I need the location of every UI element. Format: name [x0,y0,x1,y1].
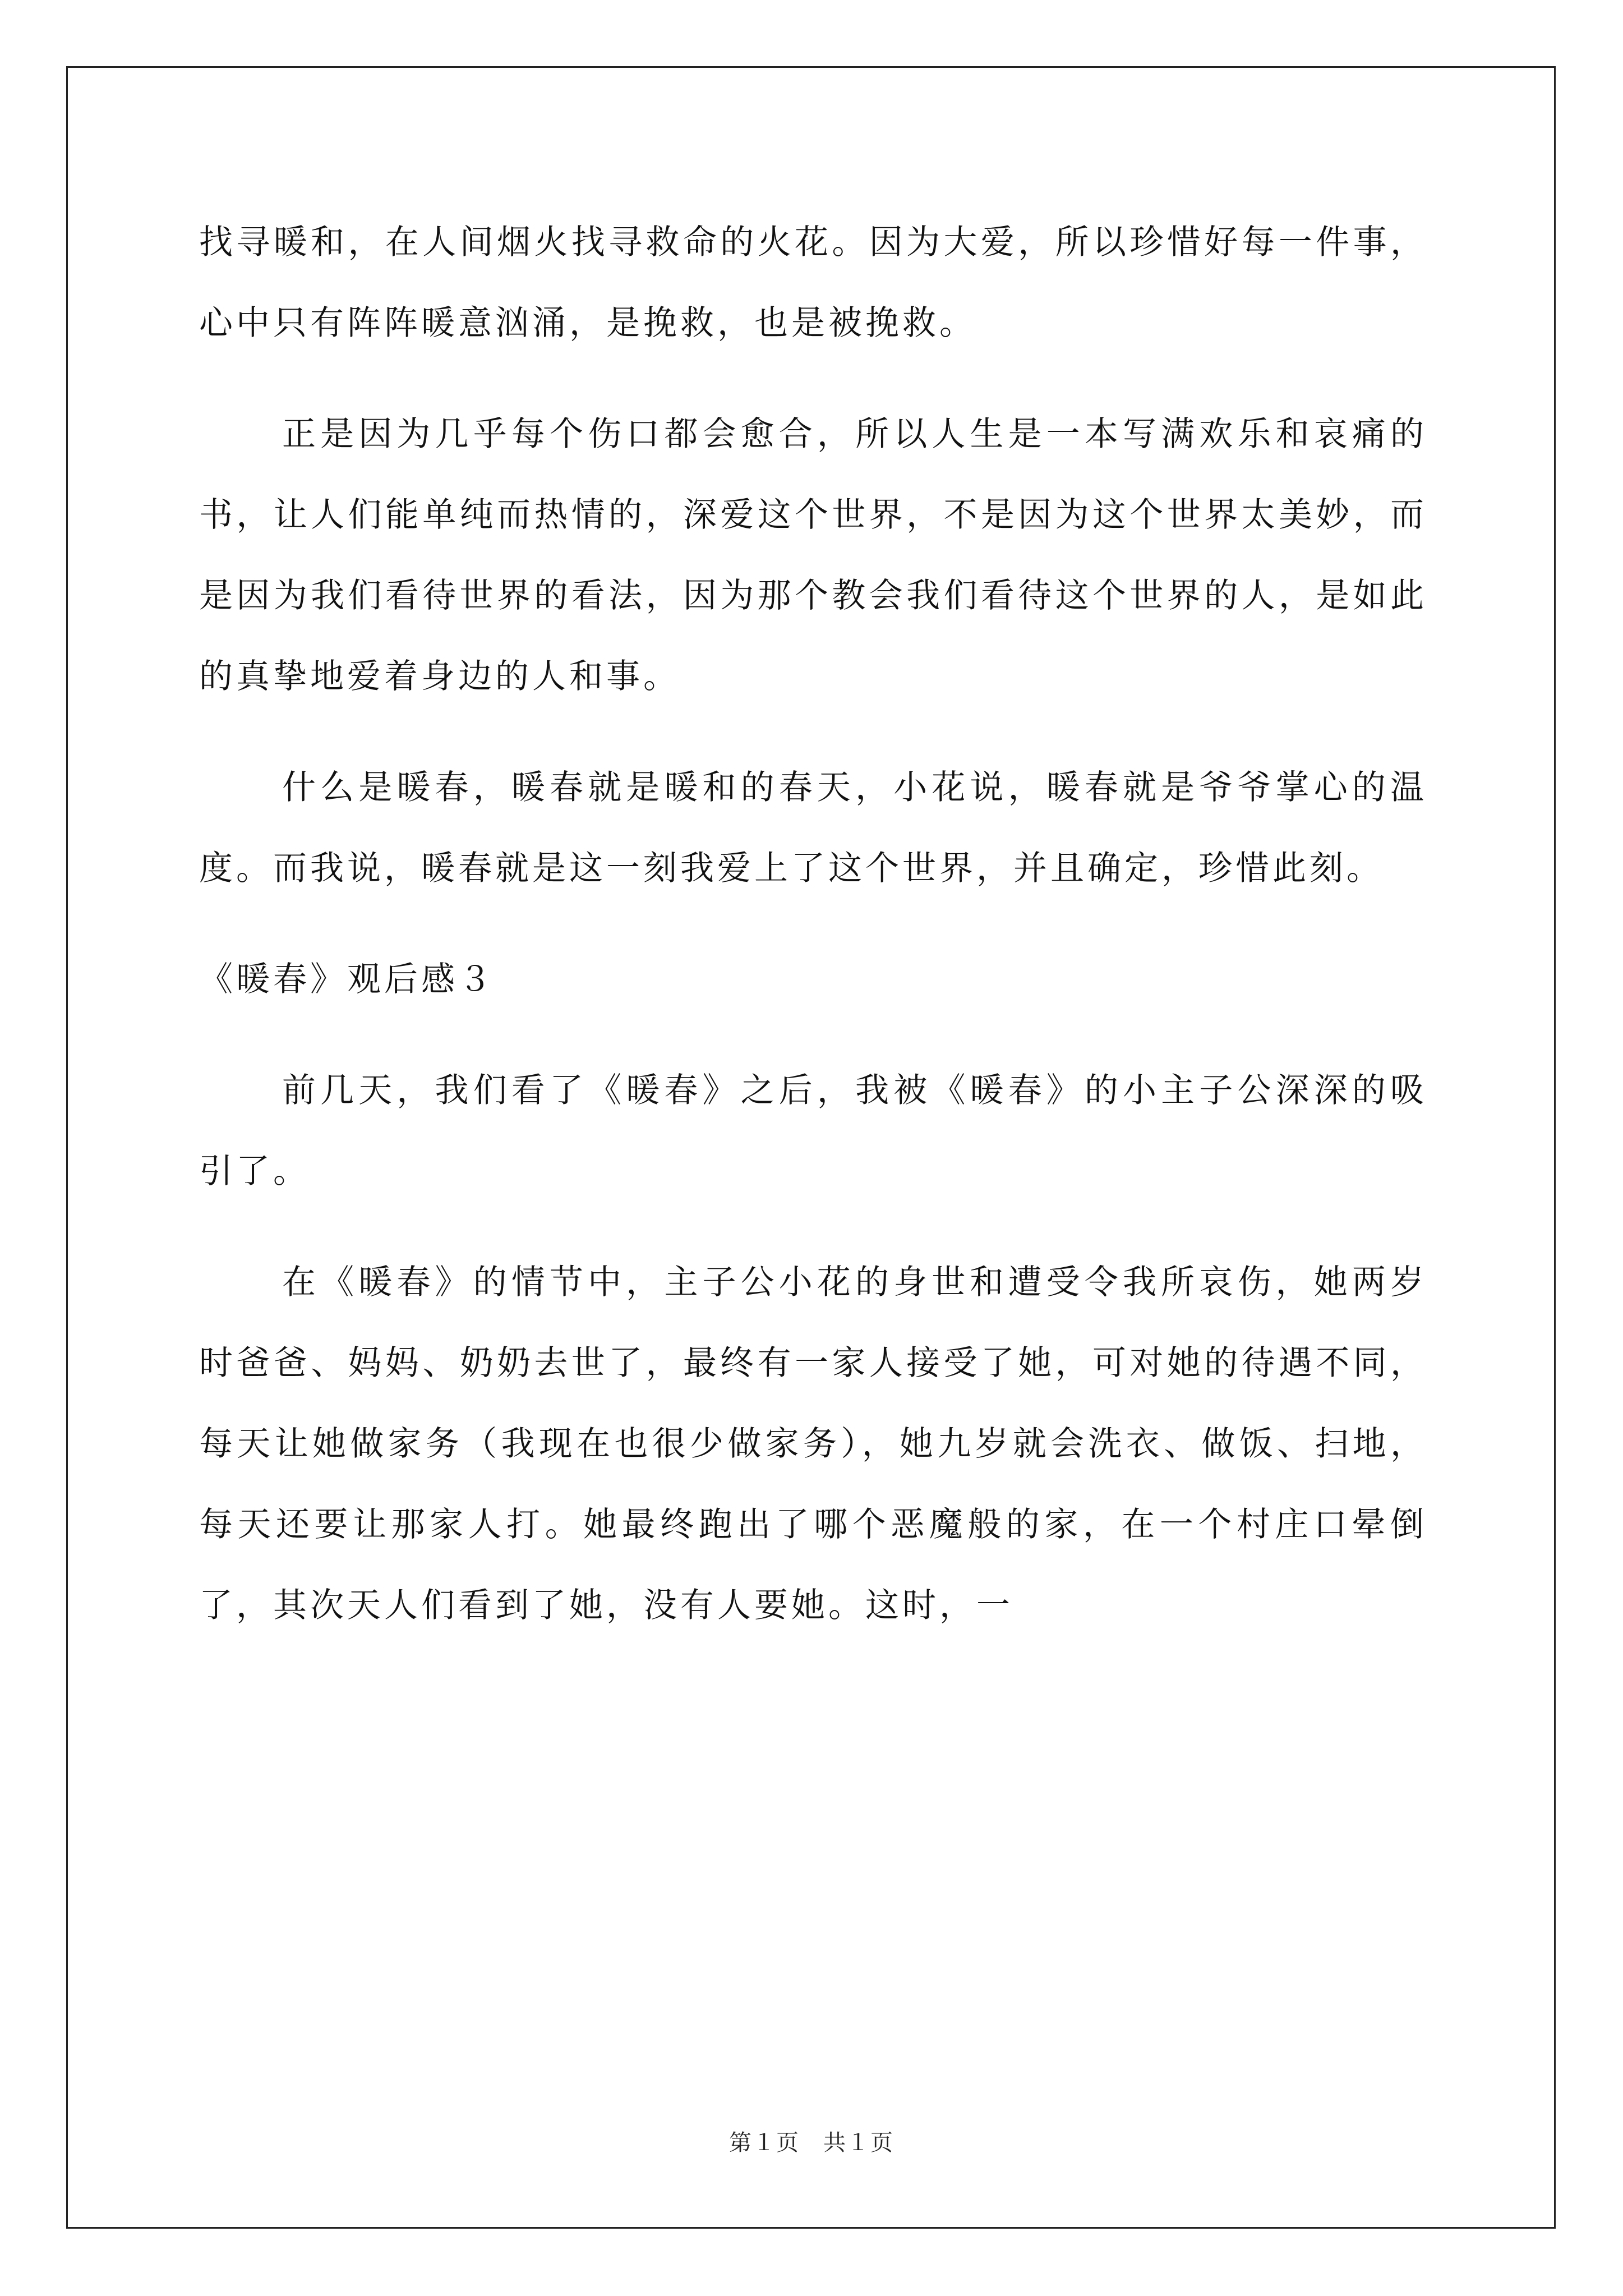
paragraph-1: 找寻暖和，在人间烟火找寻救命的火花。因为大爱，所以珍惜好每一件事，心中只有阵阵暖意汹涌，是挽救，也是被挽救。 [199,223,1427,343]
paragraph-3: 什么是暖春，暖春就是暖和的春天，小花说，暖春就是爷爷掌心的温度。而我说，暖春就是这一刻我爱上了这个世界，并且确定，珍惜此刻。 [199,768,1427,888]
document-body [199,202,1427,1676]
section-heading: 《暖春》观后感３ [199,960,495,999]
paragraph-2: 正是因为几乎每个伤口都会愈合，所以人生是一本写满欢乐和哀痛的书，让人们能单纯而热情的，深爱这个世界，不是因为这个世界太美妙，而是因为我们看待世界的看法，因为那个教会我们看待这个世界的人，是如此的真挚地爱着身边的人和事。 [199,415,1427,696]
page-footer: 第１页 共１页 [729,2130,894,2156]
paragraph-5: 在《暖春》的情节中，主子公小花的身世和遭受令我所哀伤，她两岁时爸爸、妈妈、奶奶去世了，最终有一家人接受了她，可对她的待遇不同，每天让她做家务（我现在也很少做家务），她九岁就会洗衣、做饭、扫地，每天还要让那家人打。她最终跑出了哪个恶魔般的家，在一个村庄口晕倒了，其次天人们看到了她，没有人要她。这时，一 [199,1263,1427,1625]
paragraph-4: 前几天，我们看了《暖春》之后，我被《暖春》的小主子公深深的吸引了。 [199,1071,1427,1191]
